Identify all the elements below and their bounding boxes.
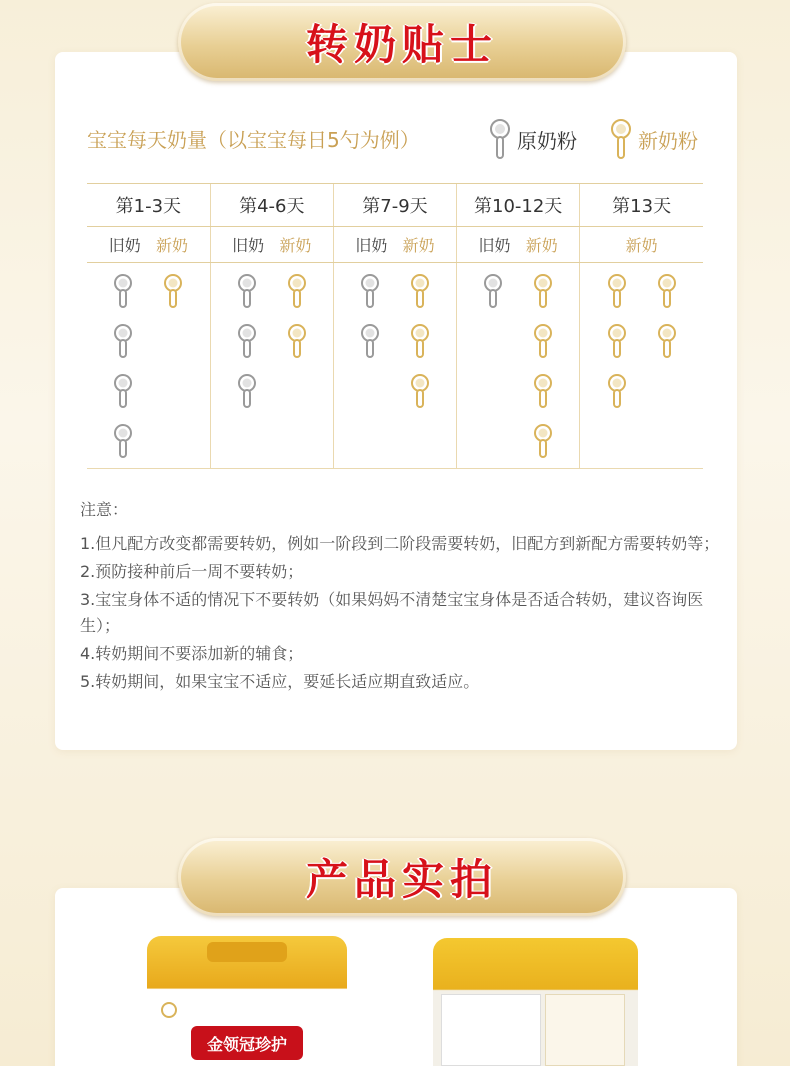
day-header: 第7-9天 (333, 184, 456, 227)
scoop-columns (211, 273, 333, 409)
new-scoop-icon (606, 373, 628, 409)
info-panel (545, 994, 625, 1066)
new-scoop-column (286, 273, 308, 409)
old-scoop-icon (236, 273, 258, 309)
day-header: 第13天 (580, 184, 703, 227)
old-scoop-icon (482, 273, 504, 309)
tips-title: 转奶贴士 (305, 20, 498, 69)
tips-banner (178, 3, 626, 81)
sub-header (457, 227, 580, 263)
legend-old-label: 原奶粉 (517, 128, 577, 153)
sub-header (210, 227, 333, 263)
product-banner (178, 838, 626, 916)
sub-header (580, 227, 703, 263)
transition-table (87, 183, 703, 469)
old-scoop-column (236, 273, 258, 409)
new-scoop-icon (409, 273, 431, 309)
scoop-cell (580, 263, 703, 469)
new-label: 新奶 (625, 236, 658, 255)
note-item: 5.转奶期间，如果宝宝不适应，要延长适应期直致适应。 (80, 672, 480, 691)
new-label: 新奶 (155, 236, 188, 255)
old-scoop-icon (236, 373, 258, 409)
old-scoop-icon (112, 273, 134, 309)
legend-new (610, 118, 698, 160)
new-scoop-icon (532, 323, 554, 359)
new-scoop-icon (532, 423, 554, 459)
day-header: 第4-6天 (210, 184, 333, 227)
scoop-row (87, 263, 703, 469)
old-scoop-icon (112, 323, 134, 359)
note-item: 2.预防接种前后一周不要转奶； (80, 562, 304, 581)
gold-scoop-icon (610, 118, 632, 160)
note-item: 3.宝宝身体不适的情况下不要转奶（如果妈妈不清楚宝宝身体是否适合转奶，建议咨询医生）； (80, 590, 704, 635)
notes-title: 注意： (80, 500, 129, 519)
scoop-columns (334, 273, 456, 409)
scoop-columns (580, 273, 703, 409)
new-scoop-column (162, 273, 184, 459)
can-lid (207, 942, 287, 962)
old-label: 旧奶 (232, 236, 265, 255)
old-scoop-column (359, 273, 381, 409)
product-can-front (147, 936, 347, 1066)
new-scoop-icon (656, 323, 678, 359)
sub-header (87, 227, 210, 263)
new-scoop-icon (286, 323, 308, 359)
scoop-cell (457, 263, 580, 469)
new-scoop-column (606, 273, 628, 409)
new-scoop-column (656, 273, 678, 409)
notes (80, 497, 720, 697)
old-label: 旧奶 (478, 236, 511, 255)
new-scoop-icon (409, 373, 431, 409)
new-scoop-column (532, 273, 554, 459)
new-scoop-icon (532, 373, 554, 409)
legend-old (489, 118, 577, 160)
new-scoop-icon (286, 273, 308, 309)
old-label: 旧奶 (108, 236, 141, 255)
new-scoop-column (409, 273, 431, 409)
note-item: 1.但凡配方改变都需要转奶，例如一阶段到二阶段需要转奶，旧配方到新配方需要转奶等； (80, 534, 720, 553)
note-item: 4.转奶期间不要添加新的辅食； (80, 644, 304, 663)
new-scoop-icon (656, 273, 678, 309)
new-label: 新奶 (279, 236, 312, 255)
new-scoop-icon (606, 273, 628, 309)
gray-scoop-icon (489, 118, 511, 160)
scoop-cell (87, 263, 210, 469)
chart-title: 宝宝每天奶量（以宝宝每日5勺为例） (87, 128, 420, 152)
brand-logo (161, 1002, 177, 1018)
day-header: 第10-12天 (457, 184, 580, 227)
old-scoop-icon (236, 323, 258, 359)
new-scoop-icon (606, 323, 628, 359)
old-scoop-icon (359, 273, 381, 309)
new-label: 新奶 (402, 236, 435, 255)
new-scoop-icon (532, 273, 554, 309)
old-scoop-column (482, 273, 504, 459)
scoop-columns (457, 273, 579, 459)
sub-header (333, 227, 456, 263)
new-scoop-icon (409, 323, 431, 359)
old-scoop-icon (112, 423, 134, 459)
old-scoop-icon (112, 373, 134, 409)
nutrition-panel (441, 994, 541, 1066)
scoop-columns (87, 273, 210, 459)
scoop-cell (210, 263, 333, 469)
legend-new-label: 新奶粉 (638, 128, 698, 153)
old-scoop-icon (359, 323, 381, 359)
new-scoop-icon (162, 273, 184, 309)
old-label: 旧奶 (355, 236, 388, 255)
new-label: 新奶 (525, 236, 558, 255)
scoop-cell (333, 263, 456, 469)
old-scoop-column (112, 273, 134, 459)
product-label-text: 金领冠珍护 (206, 1034, 287, 1054)
day-header: 第1-3天 (87, 184, 210, 227)
product-title: 产品实拍 (305, 855, 498, 904)
product-can-back (433, 938, 638, 1066)
product-label (191, 1026, 303, 1060)
